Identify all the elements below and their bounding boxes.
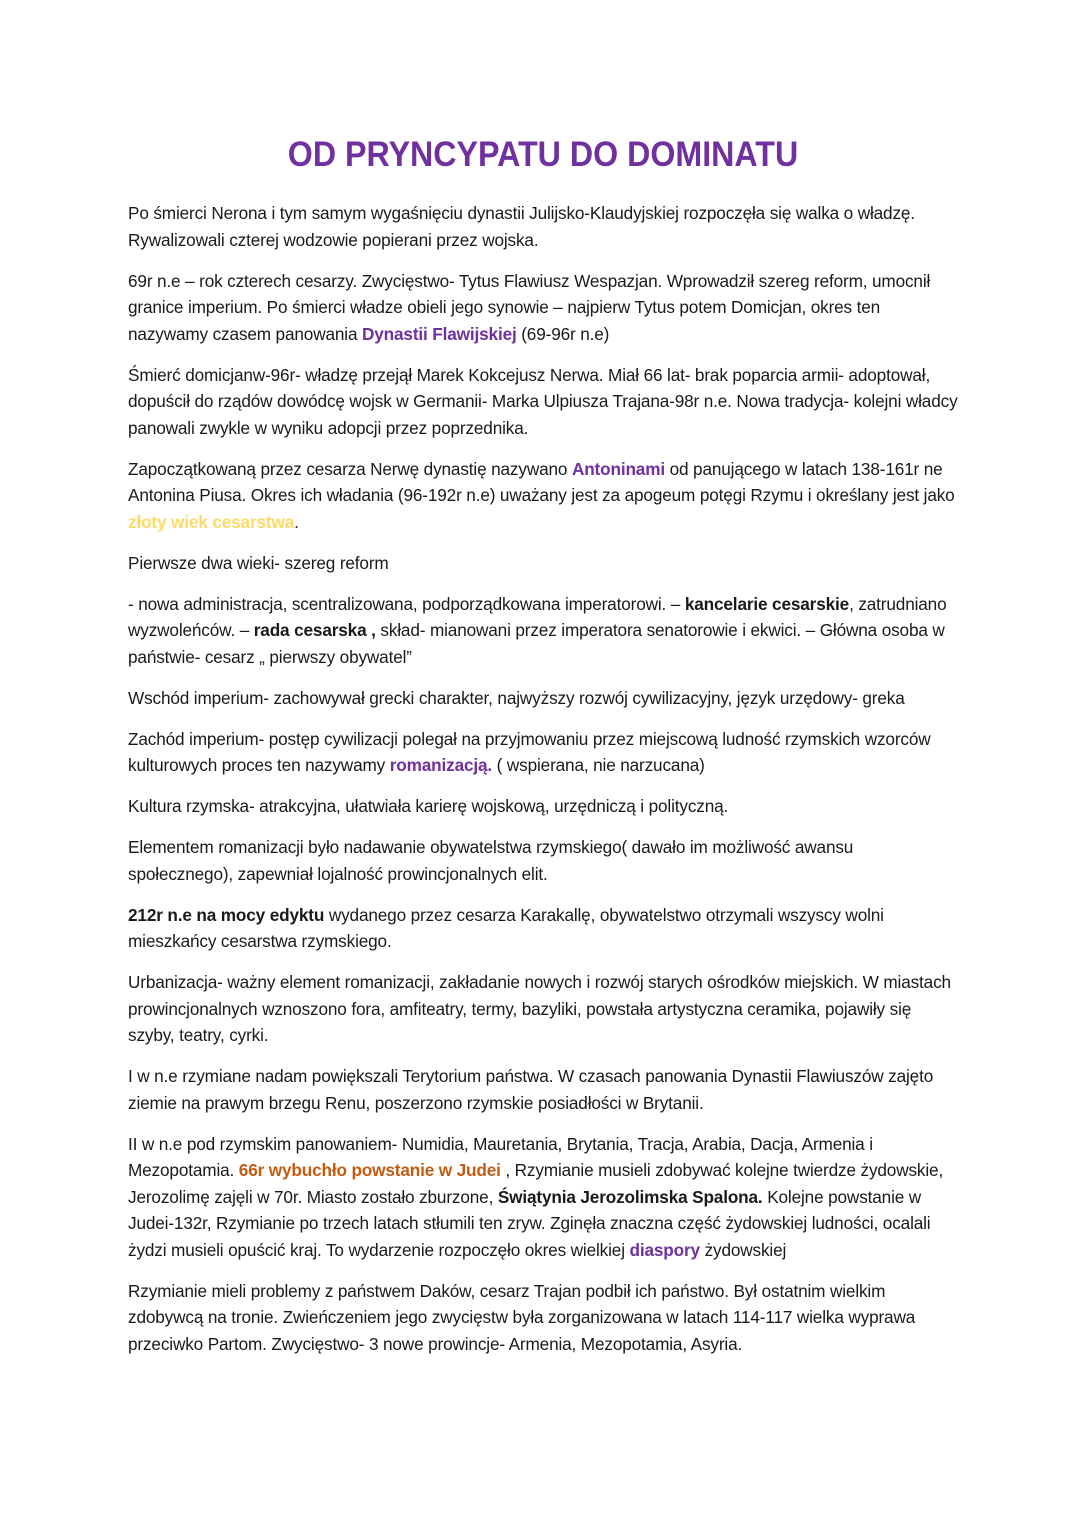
text: . — [294, 511, 299, 532]
text: Po śmierci Nerona i tym samym wygaśnięciu dynastii Julijsko-Klaudyjskiej rozpoczęła się walka o władzę. Rywalizowali czterej wodzowie popierani przez wojska. — [128, 203, 915, 250]
text: Elementem romanizacji było nadawanie obywatelstwa rzymskiego( dawało im możliwość awansu społecznego), zapewniał lojalność prowincjonalnych elit. — [128, 837, 854, 884]
text: Rzymianie mieli problemy z państwem Daków, cesarz Trajan podbił ich państwo. Był ostatnim wielkim zdobywcą na tronie. Zwieńczeniem jego zwycięstw była zorganizowana w latach 114-117 wielka wyprawa przeciwko Partom. Zwycięstwo- 3 nowe prowincje- Armenia, Mezopotamia, Asyria. — [128, 1280, 916, 1354]
text: ( wspierana, nie narzucana) — [492, 755, 705, 775]
text: wydanego przez cesarza Karakallę, obywatelstwo otrzymali wszyscy wolni mieszkańcy cesarstwa rzymskiego. — [128, 904, 884, 951]
highlight-zloty-wiek: złoty wiek cesarstwa — [128, 511, 295, 532]
text: Kultura rzymska- atrakcyjna, ułatwiała karierę wojskową, urzędniczą i polityczną. — [128, 796, 729, 816]
text: od panującego w latach 138-161r ne Antonina Piusa. Okres ich władania (96-192r n.e) uważany jest za apogeum potęgi Rzymu i określany jest jako — [128, 458, 955, 505]
highlight-antoninami: Antoninami — [571, 458, 665, 479]
text: Zapoczątkowaną przez cesarza Nerwę dynastię nazywano — [128, 458, 572, 479]
text: Śmierć domicjanw-96r- władzę przejął Marek Kokcejusz Nerwa. Miał 66 lat- brak poparcia armii- adoptował, dopuścił do rządów dowódcę wojsk w Germanii- Marka Ulpiusza Trajana-98r n.e. Nowa tradycja- kolejni władcy panowali zwykle w wyniku adopcji przez poprzednika. — [128, 364, 958, 438]
paragraph-5 — [128, 550, 958, 577]
text: Urbanizacja- ważny element romanizacji, zakładanie nowych i rozwój starych ośrodków miejskich. W miastach prowincjonalnych wznoszono fora, amfiteatry, termy, bazyliki, powstała artystyczna ceramika, pojawiły się szyby, teatry, cyrki. — [128, 972, 951, 1045]
highlight-romanizacja: romanizacją. — [389, 755, 493, 775]
text: , zatrudniano wyzwoleńców. – — [128, 593, 947, 640]
text: II w n.e pod rzymskim panowaniem- Numidia, Mauretania, Brytania, Tracja, Arabia, Dacja, Armenia i Mezopotamia. — [128, 1133, 873, 1180]
paragraph-15 — [128, 1278, 958, 1358]
highlight-powstanie-judea: 66r wybuchło powstanie w Judei — [238, 1160, 501, 1180]
document-page — [128, 128, 958, 1372]
text: Zachód imperium- postęp cywilizacji polegał na przyjmowaniu przez miejscową ludność rzymskich wzorców kulturowych proces ten nazywamy — [128, 728, 931, 775]
paragraph-9 — [128, 793, 958, 820]
paragraph-7 — [128, 685, 958, 712]
paragraph-13 — [128, 1063, 958, 1116]
page-title: OD PRYNCYPATU DO DOMINATU — [287, 135, 799, 174]
paragraph-12 — [128, 969, 958, 1049]
text: I w n.e rzymiane nadam powiększali Terytorium państwa. W czasach panowania Dynastii Flawiuszów zajęto ziemie na prawym brzegu Renu, poszerzono rzymskie posiadłości w Brytanii. — [128, 1066, 934, 1113]
bold-rada-cesarska: rada cesarska , — [253, 620, 376, 640]
paragraph-6 — [128, 591, 958, 671]
highlight-diaspory: diaspory — [629, 1239, 700, 1260]
paragraph-4 — [128, 456, 958, 536]
paragraph-3 — [128, 362, 958, 442]
highlight-dynastia-flawijska: Dynastii Flawijskiej — [361, 323, 517, 344]
paragraph-14 — [128, 1131, 958, 1264]
text: Kolejne powstanie w Judei-132r, Rzymianie po trzech latach stłumili ten zryw. Zginęła znaczna część żydowskiej ludności, ocalali żydzi musieli opuścić kraj. To wydarzenie rozpoczęło okres wielkiej — [128, 1186, 931, 1260]
paragraph-2 — [128, 268, 958, 348]
text: - nowa administracja, scentralizowana, podporządkowana imperatorowi. – — [128, 593, 685, 614]
text: skład- mianowani przez imperatora senatorowie i ekwici. – Główna osoba w państwie- cesarz „ pierwszy obywatel” — [128, 620, 945, 667]
paragraph-8 — [128, 726, 958, 779]
text: żydowskiej — [699, 1239, 787, 1260]
text: Pierwsze dwa wieki- szereg reform — [128, 552, 389, 573]
text: , Rzymianie musieli zdobywać kolejne twierdze żydowskie, Jerozolimę zajęli w 70r. Miasto zostało zburzone, — [128, 1160, 944, 1207]
text: Wschód imperium- zachowywał grecki charakter, najwyższy rozwój cywilizacyjny, język urzędowy- greka — [128, 687, 905, 708]
paragraph-10 — [128, 834, 958, 887]
bold-swiatynia: Świątynia Jerozolimska Spalona. — [497, 1186, 763, 1207]
bold-kancelarie: kancelarie cesarskie — [684, 593, 850, 614]
bold-212r-edykt: 212r n.e na mocy edyktu — [128, 904, 325, 925]
paragraph-11 — [128, 902, 958, 955]
paragraph-1 — [128, 200, 958, 253]
text: (69-96r n.e) — [516, 323, 610, 344]
text: 69r n.e – rok czterech cesarzy. Zwycięstwo- Tytus Flawiusz Wespazjan. Wprowadził szereg reform, umocnił granice imperium. Po śmierci władze obieli jego synowie – najpierw Tytus potem Domicjan, okres ten nazywamy czasem panowania — [128, 270, 931, 344]
